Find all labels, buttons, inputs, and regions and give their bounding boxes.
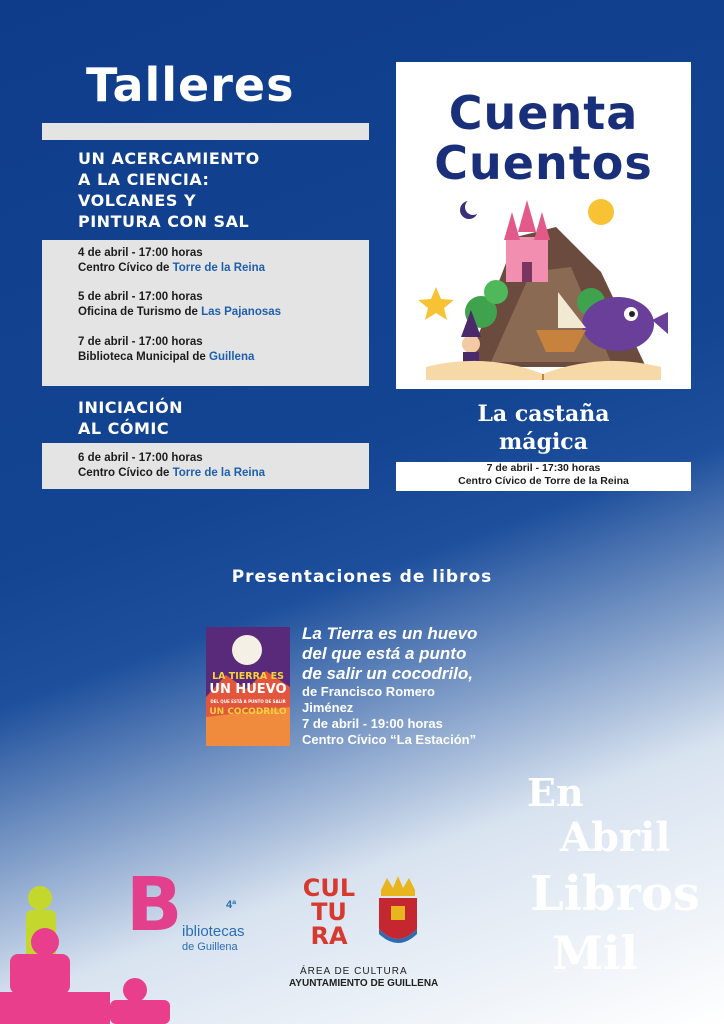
book-author: de Francisco Romero [302,684,435,699]
guillena-coat-of-arms [373,874,423,954]
event-venue: Centro Cívico de Torre de la Reina [78,467,266,479]
poster-title-line2: Cuentos [434,136,653,190]
workshop-1-events-box [42,240,369,386]
slogan-line1: En [527,770,584,815]
event-date: 7 de abril - 19:00 horas [302,716,443,731]
workshop-1-heading [78,148,260,232]
cuentacuentos-info-box [396,462,691,491]
book-author: Jiménez [302,700,354,715]
event-venue: Oficina de Turismo de Las Pajanosas [78,306,282,318]
cover-text-line: LA TIERRA ES [212,671,284,682]
show-title-line1: La castaña [477,401,610,427]
bibliotecas-logo-sub: de Guillena [182,941,238,953]
cuentacuentos-poster [396,62,691,389]
witch-icon [462,335,480,353]
bibliotecas-logo-letter: B [126,862,183,948]
book-details [302,624,477,748]
title-underline-bar [42,123,369,140]
fish-icon [582,297,654,351]
cultura-logo [298,876,360,948]
event-date: 7 de abril - 17:30 horas [486,462,601,474]
heading-line: A LA CIENCIA: [78,170,210,189]
cover-text-line: UN HUEVO [209,682,287,697]
cover-text-line: DEL QUE ESTÁ A PUNTO DE SALIR [210,699,286,704]
slogan-line4: Mil [552,926,638,980]
talleres-title: Talleres [86,58,295,112]
presentaciones-title: Presentaciones de libros [231,567,493,587]
bibliotecas-logo-badge: 4ª [226,899,237,911]
book-title-line: La Tierra es un huevo [302,624,478,643]
heading-line: UN ACERCAMIENTO [78,149,260,168]
event-item [78,451,265,481]
event-venue: Centro Cívico de Torre de la Reina [458,475,629,487]
book-cover [206,627,290,746]
heading-line: INICIACIÓN [78,398,184,417]
event-item [78,246,265,276]
event-date: 6 de abril - 17:00 horas [78,452,203,464]
cover-text-line: UN COCODRILO [209,707,287,717]
event-date: 4 de abril - 17:00 horas [78,247,203,259]
cultura-logo-text: TU [311,898,347,926]
slogan-line2: Abril [560,814,671,861]
event-date: 5 de abril - 17:00 horas [78,291,203,303]
cultura-area-label: ÁREA DE CULTURA [300,966,408,977]
cultura-logo-text: RA [310,922,348,950]
book-title-line: de salir un cocodrilo, [302,664,473,683]
cultura-logo-text: CUL [302,874,356,902]
slogan-line3: Libros [530,866,700,922]
event-venue: Biblioteca Municipal de Guillena [78,351,255,363]
cultura-ayuntamiento-label: AYUNTAMIENTO DE GUILLENA [289,978,439,989]
show-title-line2: mágica [499,429,588,455]
castana-magica-title [396,400,691,456]
heading-line: AL CÓMIC [78,419,170,438]
sun-icon [588,199,614,225]
workshop-2-heading [78,397,183,439]
book-title-line: del que está a punto [302,644,467,663]
workshop-2-events-box [42,443,369,489]
star-icon [418,287,454,320]
heading-line: PINTURA CON SAL [78,212,250,231]
event-venue: Centro Cívico de Torre de la Reina [78,262,266,274]
event-item [78,290,281,320]
event-venue: Centro Cívico “La Estación” [302,732,477,747]
bibliotecas-logo-name: ibliotecas [182,923,245,940]
poster-title-line1: Cuenta [448,86,639,140]
heading-line: VOLCANES Y [78,191,197,210]
event-item [78,335,254,365]
storybook-illustration [396,62,691,389]
event-date: 7 de abril - 17:00 horas [78,336,203,348]
